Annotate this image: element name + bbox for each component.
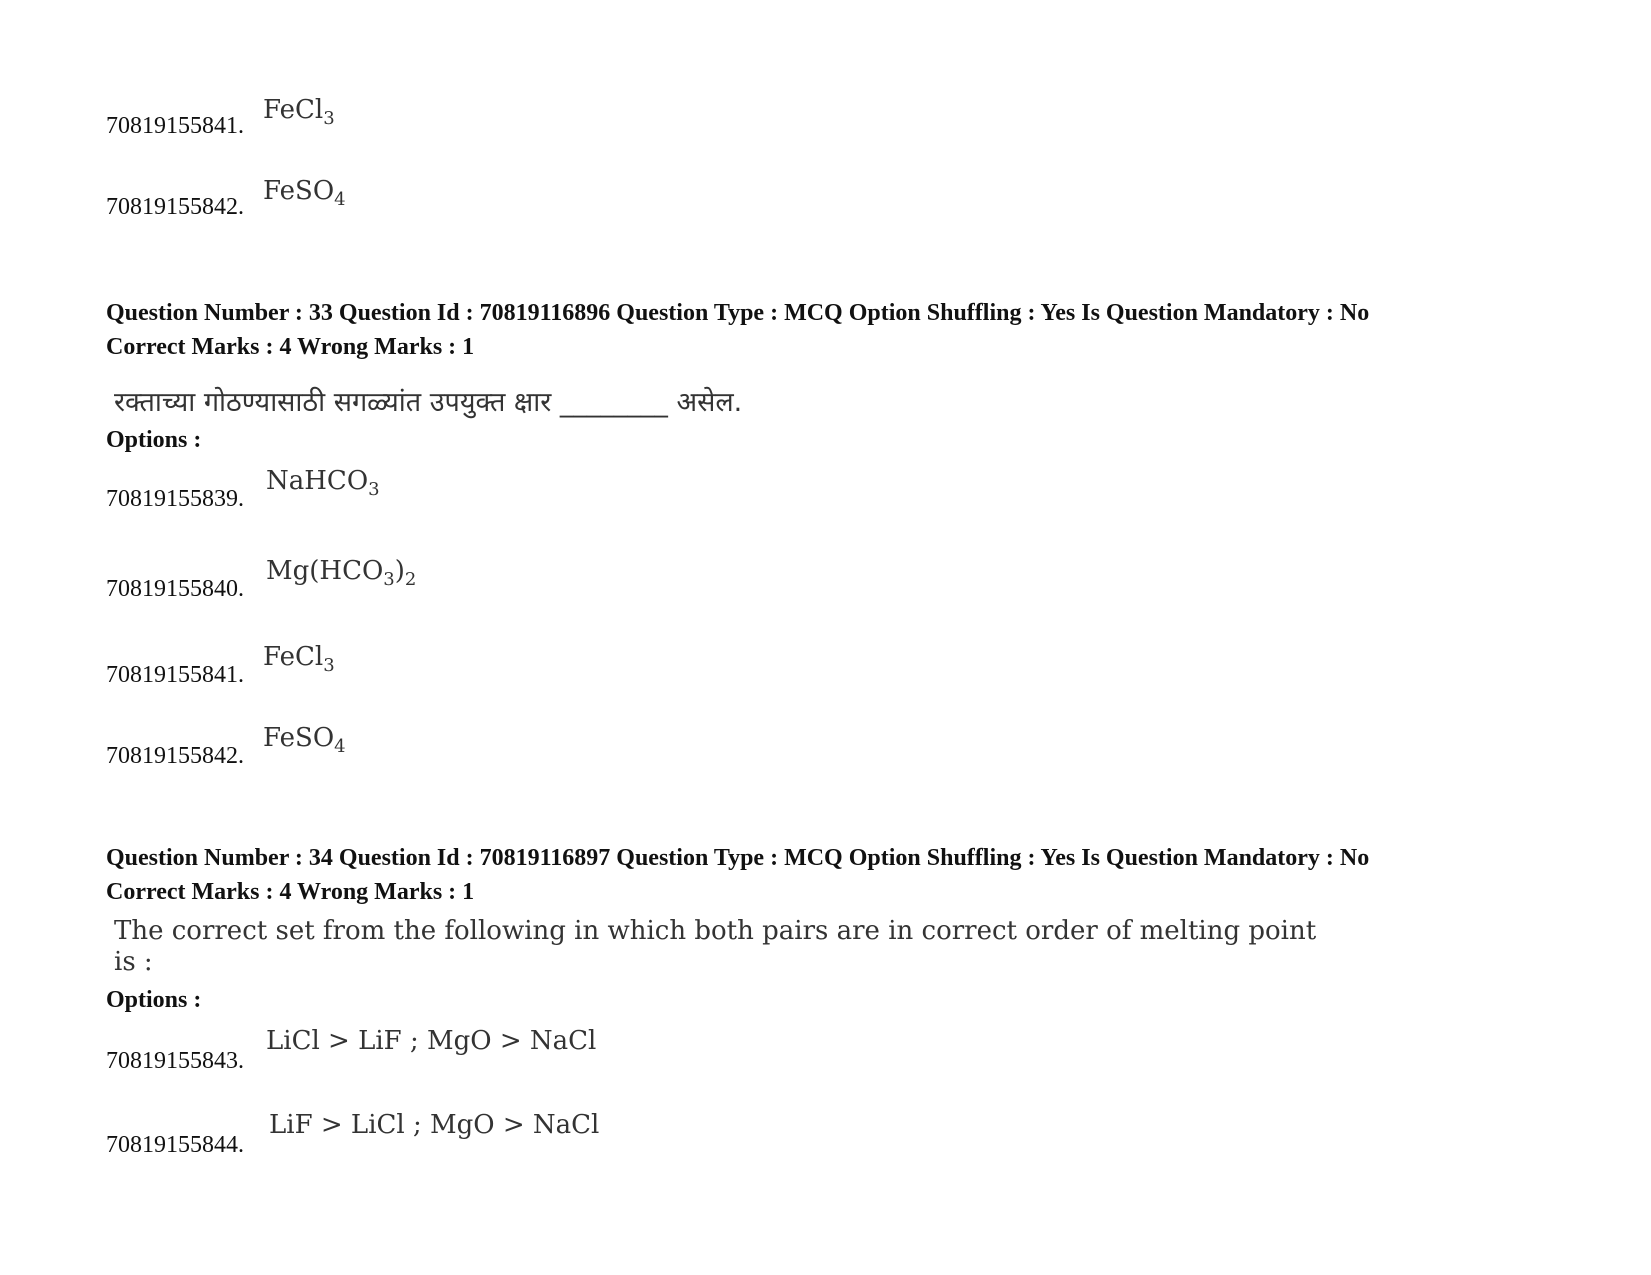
question-marks: Correct Marks : 4 Wrong Marks : 1 <box>106 334 475 360</box>
option-formula: FeCl$_3$ <box>263 95 335 129</box>
question-text-continued: is : <box>114 947 153 977</box>
option-text: LiCl > LiF ; MgO > NaCl <box>266 1026 597 1056</box>
question-text: रक्ताच्या गोठण्यासाठी सगळ्यांत उपयुक्त क्षार ________ असेल. <box>114 387 743 418</box>
option-id: 70819155839. <box>106 486 244 512</box>
option-id: 70819155842. <box>106 194 244 220</box>
option-formula: FeSO$_4$ <box>263 723 346 757</box>
option-id: 70819155843. <box>106 1048 244 1074</box>
option-formula: FeSO$_4$ <box>263 176 346 210</box>
option-id: 70819155841. <box>106 662 244 688</box>
question-header: Question Number : 34 Question Id : 70819116897 Question Type : MCQ Option Shuffling : Yes Is Question Mandatory : No <box>106 845 1370 871</box>
question-header: Question Number : 33 Question Id : 70819116896 Question Type : MCQ Option Shuffling : Yes Is Question Mandatory : No <box>106 300 1370 326</box>
option-formula: $Mg(HCO_3)_2$ <box>266 556 417 590</box>
option-id: 70819155844. <box>106 1132 244 1158</box>
options-label: Options : <box>106 427 202 453</box>
question-text: The correct set from the following in which both pairs are in correct order of melting point <box>114 916 1317 946</box>
option-id: 70819155840. <box>106 576 244 602</box>
option-text: LiF > LiCl ; MgO > NaCl <box>269 1110 600 1140</box>
question-marks: Correct Marks : 4 Wrong Marks : 1 <box>106 879 475 905</box>
option-id: 70819155842. <box>106 743 244 769</box>
option-id: 70819155841. <box>106 113 244 139</box>
options-label: Options : <box>106 987 202 1013</box>
option-formula: FeCl$_3$ <box>263 642 335 676</box>
option-formula: NaHCO$_3$ <box>266 466 380 500</box>
